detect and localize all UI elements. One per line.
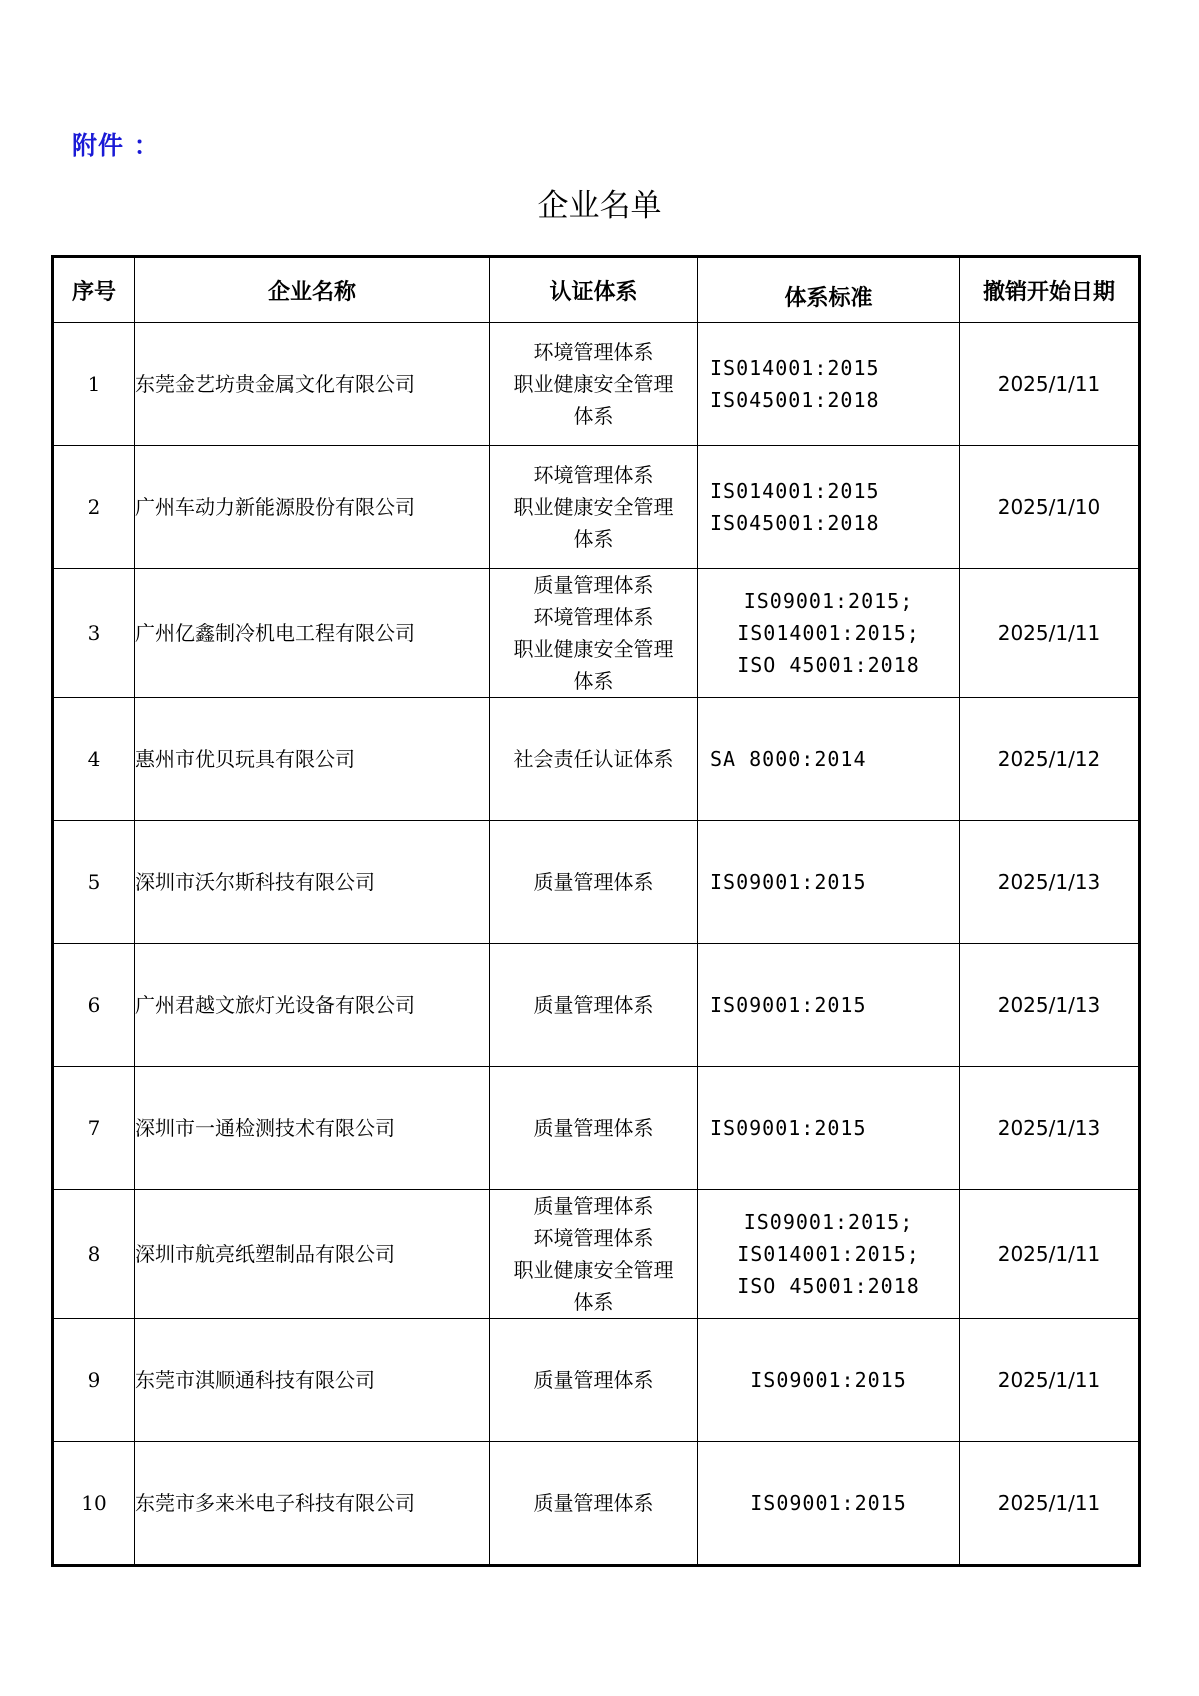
certification-system-line: 职业健康安全管理 — [513, 372, 674, 396]
certification-system-line: 质量管理体系 — [533, 573, 654, 597]
certification-system-line: 质量管理体系 — [533, 993, 654, 1017]
row-index: 9 — [53, 1319, 135, 1442]
certification-system-line: 质量管理体系 — [533, 1194, 654, 1218]
revocation-date: 2025/1/13 — [960, 944, 1140, 1067]
system-standard-line: ISO 45001:2018 — [737, 1274, 920, 1298]
company-name: 东莞市多来米电子科技有限公司 — [135, 1442, 490, 1566]
certification-system-line: 体系 — [573, 669, 614, 693]
enterprise-table — [51, 255, 1141, 1567]
table-header-row — [53, 257, 1140, 323]
system-standard — [698, 1319, 960, 1442]
system-standard — [698, 446, 960, 569]
certification-system — [490, 821, 698, 944]
certification-system-line: 质量管理体系 — [533, 1116, 654, 1140]
certification-system-line: 环境管理体系 — [533, 340, 654, 364]
row-index: 3 — [53, 569, 135, 698]
system-standard-line: IS09001:2015 — [750, 1491, 907, 1515]
system-standard — [698, 1067, 960, 1190]
system-standard — [698, 698, 960, 821]
certification-system — [490, 1067, 698, 1190]
certification-system-line: 环境管理体系 — [533, 605, 654, 629]
header-system: 认证体系 — [490, 257, 698, 323]
company-name: 深圳市航亮纸塑制品有限公司 — [135, 1190, 490, 1319]
row-index: 5 — [53, 821, 135, 944]
company-name: 东莞市淇顺通科技有限公司 — [135, 1319, 490, 1442]
company-name: 东莞金艺坊贵金属文化有限公司 — [135, 323, 490, 446]
row-index: 6 — [53, 944, 135, 1067]
system-standard-line: IS09001:2015 — [710, 1116, 867, 1140]
system-standard-line: IS045001:2018 — [710, 388, 880, 412]
revocation-date: 2025/1/11 — [960, 1442, 1140, 1566]
system-standard-line: IS014001:2015 — [710, 479, 880, 503]
system-standard-line: IS014001:2015 — [710, 356, 880, 380]
revocation-date: 2025/1/11 — [960, 1319, 1140, 1442]
system-standard-line: IS09001:2015; — [743, 1210, 914, 1234]
certification-system — [490, 446, 698, 569]
certification-system — [490, 1190, 698, 1319]
revocation-date: 2025/1/11 — [960, 323, 1140, 446]
system-standard-line: IS09001:2015 — [710, 870, 867, 894]
header-company: 企业名称 — [135, 257, 490, 323]
table-row — [53, 1319, 1140, 1442]
certification-system-line: 环境管理体系 — [533, 463, 654, 487]
certification-system-line: 体系 — [573, 527, 614, 551]
company-name: 深圳市一通检测技术有限公司 — [135, 1067, 490, 1190]
row-index: 7 — [53, 1067, 135, 1190]
system-standard — [698, 323, 960, 446]
revocation-date: 2025/1/13 — [960, 1067, 1140, 1190]
certification-system — [490, 698, 698, 821]
table-row — [53, 1067, 1140, 1190]
certification-system — [490, 1319, 698, 1442]
system-standard-line: IS09001:2015 — [710, 993, 867, 1017]
system-standard-line: IS045001:2018 — [710, 511, 880, 535]
table-row — [53, 821, 1140, 944]
company-name: 广州亿鑫制冷机电工程有限公司 — [135, 569, 490, 698]
system-standard — [698, 1190, 960, 1319]
table-row — [53, 1442, 1140, 1566]
system-standard — [698, 1442, 960, 1566]
certification-system — [490, 569, 698, 698]
row-index: 2 — [53, 446, 135, 569]
company-name: 惠州市优贝玩具有限公司 — [135, 698, 490, 821]
certification-system-line: 职业健康安全管理 — [513, 1258, 674, 1282]
system-standard-line: IS014001:2015; — [737, 621, 920, 645]
certification-system-line: 体系 — [573, 404, 614, 428]
certification-system-line: 质量管理体系 — [533, 1491, 654, 1515]
company-name: 深圳市沃尔斯科技有限公司 — [135, 821, 490, 944]
certification-system-line: 质量管理体系 — [533, 870, 654, 894]
page-title: 企业名单 — [537, 188, 662, 224]
system-standard-line: IS09001:2015 — [750, 1368, 907, 1392]
row-index: 4 — [53, 698, 135, 821]
row-index: 1 — [53, 323, 135, 446]
company-name: 广州车动力新能源股份有限公司 — [135, 446, 490, 569]
certification-system-line: 职业健康安全管理 — [513, 495, 674, 519]
system-standard-line: IS09001:2015; — [743, 589, 914, 613]
system-standard — [698, 944, 960, 1067]
header-date: 撤销开始日期 — [960, 257, 1140, 323]
system-standard-line: ISO 45001:2018 — [737, 653, 920, 677]
certification-system-line: 环境管理体系 — [533, 1226, 654, 1250]
system-standard — [698, 569, 960, 698]
attachment-label: 附件 ： — [72, 131, 160, 160]
certification-system-line: 质量管理体系 — [533, 1368, 654, 1392]
certification-system-line: 社会责任认证体系 — [513, 747, 674, 771]
company-name: 广州君越文旅灯光设备有限公司 — [135, 944, 490, 1067]
system-standard — [698, 821, 960, 944]
table-body — [53, 323, 1140, 1566]
table-row — [53, 1190, 1140, 1319]
table-row — [53, 698, 1140, 821]
revocation-date: 2025/1/10 — [960, 446, 1140, 569]
header-index: 序号 — [53, 257, 135, 323]
certification-system — [490, 944, 698, 1067]
revocation-date: 2025/1/12 — [960, 698, 1140, 821]
system-standard-line: SA 8000:2014 — [710, 747, 867, 771]
system-standard-line: IS014001:2015; — [737, 1242, 920, 1266]
table-row — [53, 569, 1140, 698]
header-standard: 体系标准 — [698, 257, 960, 323]
revocation-date: 2025/1/11 — [960, 1190, 1140, 1319]
certification-system — [490, 323, 698, 446]
row-index: 10 — [53, 1442, 135, 1566]
table-row — [53, 446, 1140, 569]
certification-system-line: 职业健康安全管理 — [513, 637, 674, 661]
certification-system-line: 体系 — [573, 1290, 614, 1314]
table-row — [53, 944, 1140, 1067]
revocation-date: 2025/1/11 — [960, 569, 1140, 698]
certification-system — [490, 1442, 698, 1566]
revocation-date: 2025/1/13 — [960, 821, 1140, 944]
row-index: 8 — [53, 1190, 135, 1319]
table-row — [53, 323, 1140, 446]
